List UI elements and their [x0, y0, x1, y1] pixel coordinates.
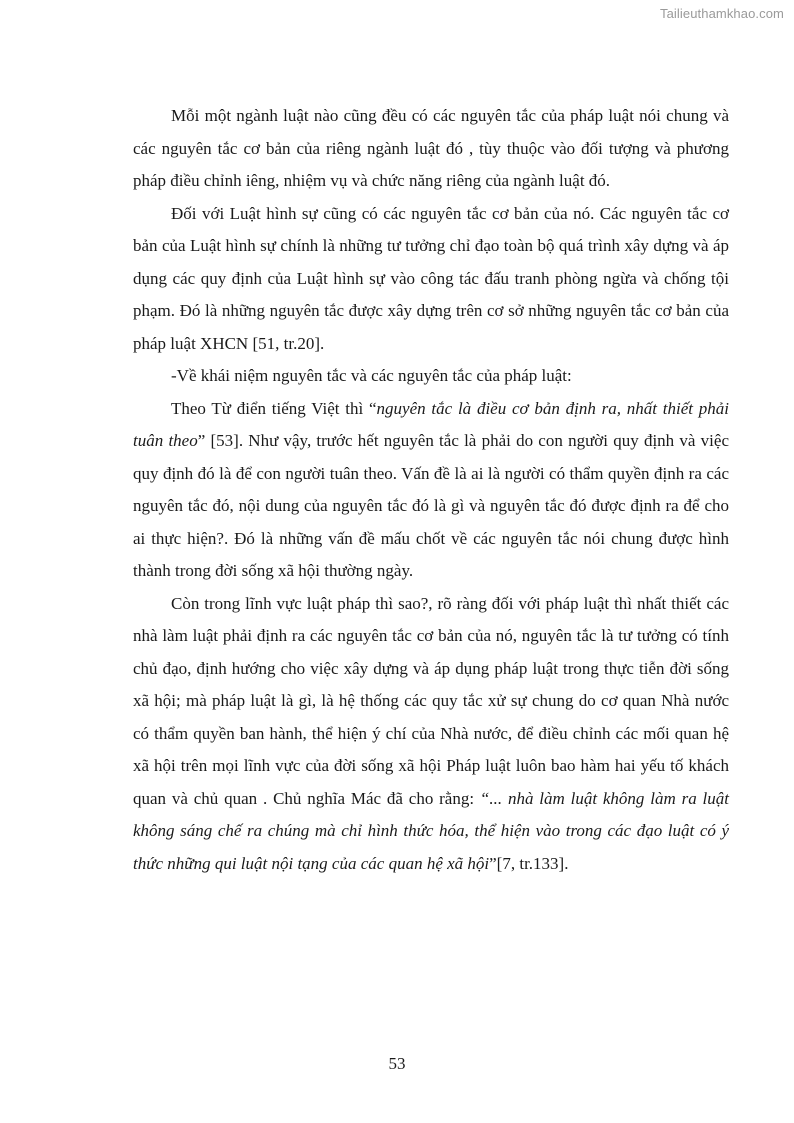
paragraph-2: Đối với Luật hình sự cũng có các nguyên tắc cơ bản của nó. Các nguyên tắc cơ bản của Luật hình sự chính là những tư tưởng chỉ đạo toàn bộ quá trình xây dựng và áp dụng các quy định của Luật hình sự vào công tác đấu tranh phòng ngừa và chống tội phạm. Đó là những nguyên tắc được xây dựng trên cơ sở những nguyên tắc cơ bản của pháp luật XHCN [51, tr.20]. [133, 203, 729, 353]
paragraph-3: -Về khái niệm nguyên tắc và các nguyên tắc của pháp luật: [171, 366, 572, 385]
paragraph-4-lead: Theo Từ điển tiếng Việt thì “ [171, 398, 377, 418]
marx-quote: “... nhà làm luật không làm ra luật không sáng chế ra chúng mà chỉ hình thức hóa, thể hiện vào trong các đạo luật có ý thức những qui luật nội tạng của các quan hệ xã hội [133, 788, 729, 873]
paragraph-5-rest: ”[7, tr.133]. [489, 853, 569, 873]
paragraph-5-lead: Còn trong lĩnh vực luật pháp thì sao?, rõ ràng đối với pháp luật thì nhất thiết các nhà làm luật phải định ra các nguyên tắc cơ bản của nó, nguyên tắc là tư tưởng có tính chủ đạo, định hướng cho việc xây dựng và áp dụng pháp luật trong thực tiễn đời sống xã hội; mà pháp luật là gì, là hệ thống các quy tắc xử sự chung do cơ quan Nhà nước có thẩm quyền ban hành, thể hiện ý chí của Nhà nước, để điều chỉnh các mối quan hệ xã hội trên mọi lĩnh vực của đời sống xã hội Pháp luật luôn bao hàm hai yếu tố khách quan và chủ quan . Chủ nghĩa Mác đã cho rằng: [133, 593, 729, 808]
document-body [133, 100, 729, 880]
paragraph-5 [133, 588, 729, 881]
paragraph-4-rest: ” [53]. Như vậy, trước hết nguyên tắc là phải do con người quy định và việc quy định đó là để con người tuân theo. Vấn đề là ai là người có thẩm quyền định ra các nguyên tắc đó, nội dung của nguyên tắc đó là gì và nguyên tắc đó được định ra để cho ai thực hiện?. Đó là những vấn đề mấu chốt về các nguyên tắc nói chung được hình thành trong đời sống xã hội thường ngày. [133, 431, 729, 580]
watermark: Tailieuthamkhao.com [659, 6, 784, 21]
paragraph-4 [133, 393, 729, 588]
dictionary-quote: nguyên tắc là điều cơ bản định ra, nhất thiết phải tuân theo [133, 398, 729, 450]
paragraph-1: Mỗi một ngành luật nào cũng đều có các nguyên tắc của pháp luật nói chung và các nguyên tắc cơ bản của riêng ngành luật đó , tùy thuộc vào đối tượng và phương pháp điều chỉnh iêng, nhiệm vụ và chức năng riêng của ngành luật đó. [133, 106, 729, 190]
page-number: 53 [388, 1054, 406, 1073]
